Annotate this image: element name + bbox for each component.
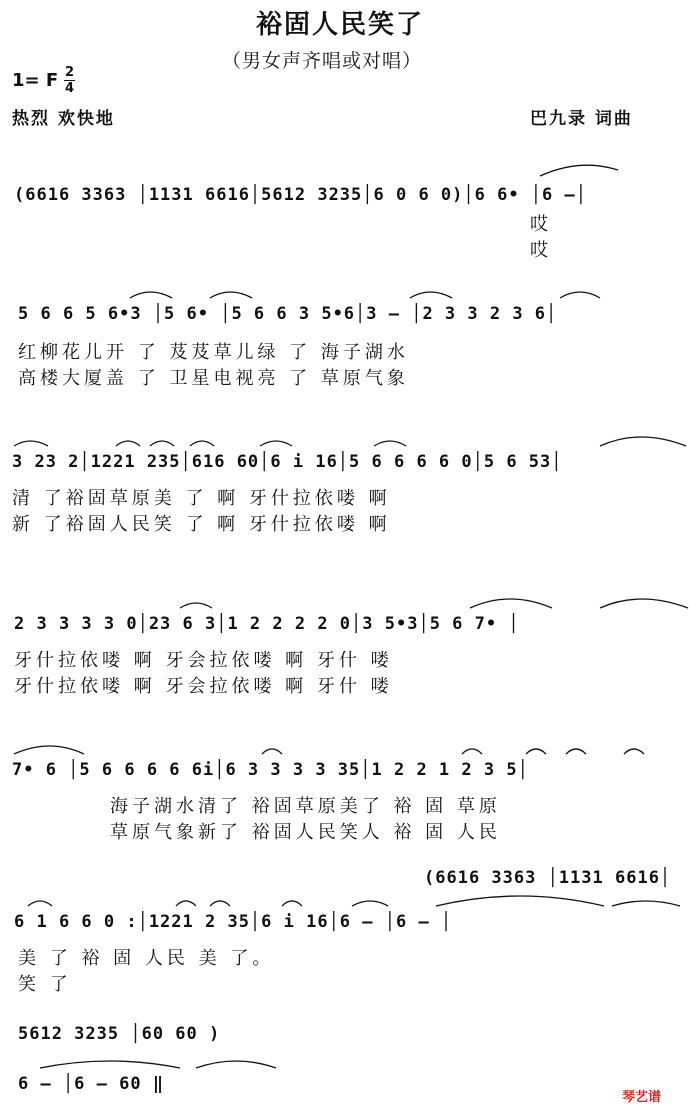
notation-line-7: 6 — │6 — 60 ‖: [18, 1074, 165, 1094]
song-subtitle: （男女声齐唱或对唱）: [222, 50, 423, 72]
notation-upper-line-6: (6616 3363 │1131 6616│: [424, 868, 672, 888]
watermark-logo: 琴艺谱: [622, 1090, 662, 1105]
notation-line-2: 5 6 6 5 6•3 │5 6• │5 6 6 3 5•6│3 — │2 3 3 2 3 6│: [18, 304, 558, 324]
lyric-line-3b: 新 了裕固人民笑 了 啊 牙什拉依喽 啊: [12, 514, 391, 535]
lyric-line-3a: 清 了裕固草原美 了 啊 牙什拉依喽 啊: [12, 488, 391, 509]
lyric-line-5b: 草原气象新了 裕固人民笑人 裕 固 人民: [110, 822, 501, 843]
lyric-line-2b: 高楼大厦盖 了 卫星电视亮 了 草原气象: [18, 368, 409, 389]
notation-upper-line-7: 5612 3235 │60 60 ): [18, 1024, 221, 1044]
tempo-marking: 热烈 欢快地: [12, 109, 115, 129]
credits: 巴九录 词曲: [530, 109, 633, 129]
lyric-line-2a: 红柳花儿开 了 芨芨草儿绿 了 海子湖水: [18, 342, 409, 363]
notation-line-3: 3 23 2│1221 235│616 60│6 i 16│5 6 6 6 6 0│5 6 53│: [12, 452, 563, 472]
notation-line-4: 2 3 3 3 3 0│23 6 3│1 2 2 2 2 0│3 5•3│5 6 7• │: [14, 614, 520, 634]
time-signature-top: 2: [64, 65, 75, 80]
notation-line-6: 6 1 6 6 0 :│1221 2 35│6 i 16│6 — │6 — │: [14, 912, 453, 932]
time-signature-bottom: 4: [64, 81, 75, 96]
lyric-line-6b: 笑 了: [18, 974, 72, 995]
notation-line-1: (6616 3363 │1131 6616│5612 3235│6 0 6 0)│6 6• │6 —│: [14, 185, 587, 205]
song-title: 裕固人民笑了: [256, 10, 425, 40]
lyric-line-1b: 哎: [530, 240, 552, 261]
lyric-line-6a: 美 了 裕 固 人民 美 了。: [18, 948, 275, 969]
lyric-line-1a: 哎: [530, 214, 552, 235]
lyric-line-4b: 牙什拉依喽 啊 牙会拉依喽 啊 牙什 喽: [14, 676, 393, 697]
lyric-line-4a: 牙什拉依喽 啊 牙会拉依喽 啊 牙什 喽: [14, 650, 393, 671]
lyric-line-5a: 海子湖水清了 裕固草原美了 裕 固 草原: [110, 796, 501, 817]
notation-line-5: 7• 6 │5 6 6 6 6 6i│6 3 3 3 3 35│1 2 2 1 2 3 5│: [12, 760, 529, 780]
key-signature: 1= F: [12, 70, 59, 91]
